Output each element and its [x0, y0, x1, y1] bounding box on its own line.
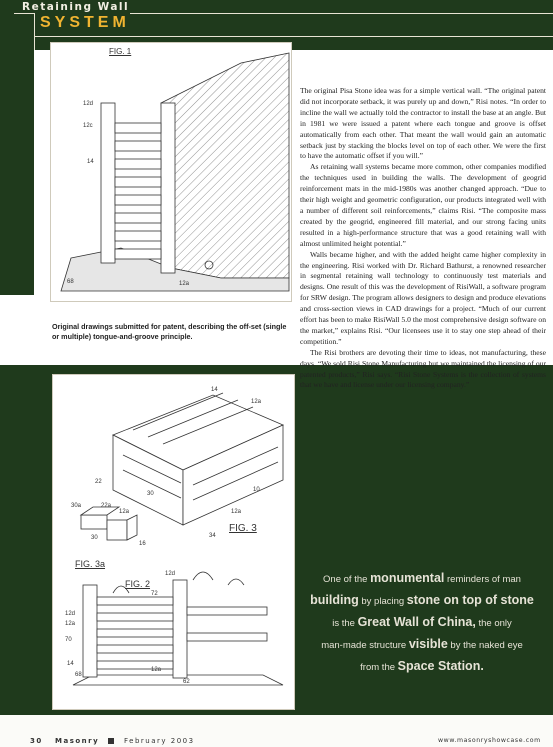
pull-quote-line: building by placing stone on top of stone — [310, 593, 534, 607]
figure-2-3-drawing — [52, 374, 295, 710]
header-kicker: Retaining Wall — [22, 1, 130, 13]
callout: 22 — [95, 479, 102, 485]
callout: 30 — [91, 535, 98, 541]
callout: 12a — [179, 281, 190, 287]
callout: 14 — [211, 387, 218, 393]
callout: 70 — [65, 637, 72, 643]
callout: 12a — [119, 509, 130, 515]
figure-3a-label: FIG. 3a — [75, 559, 106, 569]
header-rule-right — [130, 13, 553, 14]
header-rule-lower — [34, 36, 553, 37]
callout: 30a — [71, 503, 82, 509]
callout: 10 — [253, 487, 260, 493]
magazine-name: Masonry — [55, 737, 100, 745]
left-band — [0, 50, 34, 295]
callout: 22a — [101, 503, 112, 509]
callout: 12a — [251, 399, 262, 405]
issue-date: February 2003 — [124, 737, 195, 745]
paragraph: The Risi brothers are devoting their time to ideas, not manufacturing, these days. “We sold Risi Stone Manufacturing but we maintained the licensing of our patented products,” Risi says. “Risi Stone Systems is the collection of systems that we have and license under our licensing company.” — [300, 347, 546, 390]
figure-caption: Original drawings submitted for patent, describing the off-set (single or multiple) tongue-and-groove principle. — [52, 322, 287, 341]
figure-1-art — [51, 43, 291, 301]
footer-bullet — [108, 738, 114, 744]
callout: 14 — [87, 159, 94, 165]
figure-2-label: FIG. 2 — [125, 579, 151, 589]
figure-3-label: FIG. 3 — [229, 523, 257, 534]
section-title: SYSTEM — [40, 14, 130, 31]
callout: 12a — [151, 667, 162, 673]
article-body — [300, 86, 546, 391]
pull-quote-line: from the Space Station. — [360, 659, 484, 673]
pull-quote — [297, 568, 547, 678]
callout: 12d — [83, 101, 94, 107]
pull-quote-line: man-made structure visible by the naked eye — [321, 637, 523, 651]
callout: 16 — [139, 541, 146, 547]
callout: 14 — [67, 661, 74, 667]
page-number: 30 — [30, 737, 43, 745]
callout: 30 — [147, 491, 154, 497]
callout: 68 — [75, 672, 82, 678]
figure-1-label: FIG. 1 — [109, 47, 132, 56]
figure-1-drawing — [50, 42, 292, 302]
website-url: www.masonryshowcase.com — [438, 737, 541, 744]
callout: 12c — [83, 123, 93, 129]
pull-quote-line: is the Great Wall of China, the only — [332, 615, 512, 629]
callout: 34 — [209, 533, 216, 539]
callout: 12d — [65, 611, 76, 617]
callout: 68 — [67, 279, 74, 285]
callout: 72 — [151, 591, 158, 597]
callout: 62 — [183, 679, 190, 685]
paragraph: The original Pisa Stone idea was for a simple vertical wall. “The original patent did not incorporate setback, it was purely up and down,” Risi notes. “In order to incline the wall we actually told the contractor to install the base at an angle. But in 1981 we were issued a patent where each tongue and groove is offset automatically from each other. That meant the wall would gain an automatic setback just by stacking the blocks level on top of each other. We were the first to have the automatic offset if you will.” — [300, 86, 546, 161]
header-rule-vertical — [34, 13, 35, 50]
callout: 12d — [165, 571, 176, 577]
figure-3-art — [53, 375, 294, 709]
header-rule-left — [14, 13, 34, 14]
callout: 12a — [231, 509, 242, 515]
paragraph: As retaining wall systems became more common, other companies modified the techniques used in building the walls. The development of geogrid reinforcement mats in the mid-1980s was another changed approach. “Due to their high weight and geometric configuration, our products integrated well with a number of different soil reinforcements,” claims Risi. “The composite mass created by the geogrid, engineered fill material, and our strong facing units resulted in a high-performance structure that was a good retaining wall with almost unlimited height potential.” — [300, 162, 546, 248]
pull-quote-line: One of the monumental reminders of man — [323, 571, 521, 585]
callout: 12a — [65, 621, 76, 627]
paragraph: Walls became higher, and with the added height came higher complexity in the engineering. Risi worked with Dr. Richard Bathurst, a renowned researcher in segmental retaining wall technology to continuously test materials and designs. One result of this was the development of RisiWall, a software program for SRW design. The program allows designers to design and produce elevations and cross-section views in CAD drawings for a project. “Much of our current effort has been to make RisiWall 5.0 the most comprehensive design software on the market,” explains Risi. “Our licensees use it to stay one step ahead of their competition.” — [300, 249, 546, 346]
